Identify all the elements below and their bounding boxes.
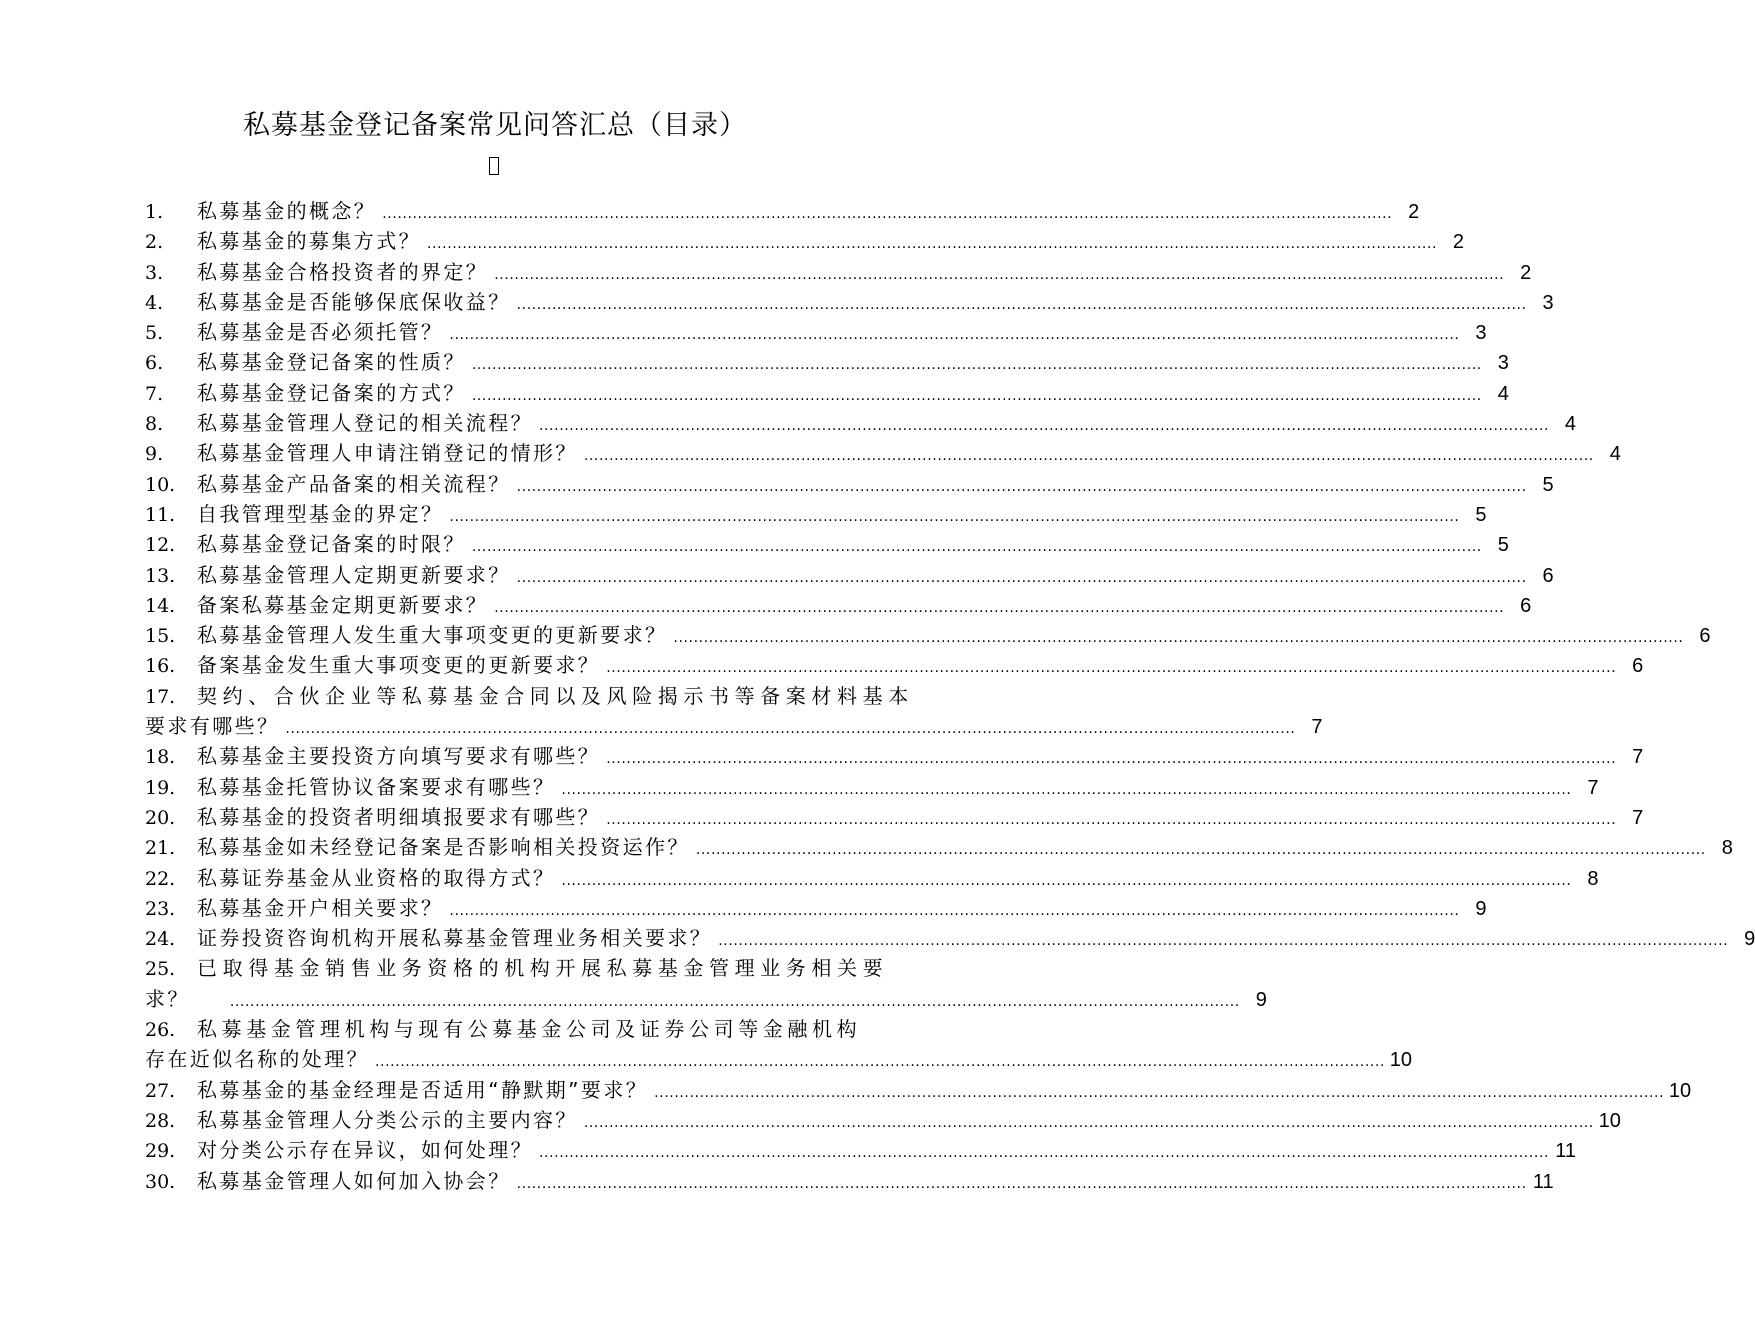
- toc-entry-number: 21.: [145, 837, 176, 860]
- toc-entry-number: 3.: [145, 261, 164, 284]
- toc-entry-number: 14.: [145, 594, 176, 617]
- dot-leader: ........................................................................................................................................................................................................: [449, 902, 1460, 919]
- toc-entry[interactable]: [145, 529, 1509, 559]
- toc-entry-title-line1: 已取得基金销售业务资格的机构开展私募基金管理业务相关要: [197, 956, 889, 981]
- toc-entry[interactable]: [145, 1075, 1692, 1105]
- toc-entry-title: 私募基金管理人发生重大事项变更的更新要求？: [197, 623, 668, 648]
- toc-entry[interactable]: [145, 408, 1577, 438]
- toc-entry-title: 私募基金管理人登记的相关流程？: [197, 411, 533, 436]
- toc-entry[interactable]: [145, 378, 1509, 408]
- toc-entry-number: 26.: [145, 1019, 176, 1042]
- dot-leader: ........................................................................................................................................................................................................: [516, 478, 1527, 495]
- toc-entry-title: 私募基金的概念？: [197, 199, 377, 223]
- dot-leader: ........................................................................................................................................................................................................: [561, 781, 1572, 798]
- dot-leader: ........................................................................................................................................................................................................: [695, 842, 1706, 859]
- toc-entry-title: 私募基金的募集方式？: [197, 229, 421, 254]
- toc-entry-title-line2: 要求有哪些？: [145, 714, 280, 739]
- toc-entry-number: 5.: [145, 322, 164, 345]
- toc-entry[interactable]: [145, 590, 1532, 620]
- toc-entry-number: 24.: [145, 928, 176, 951]
- toc-entry-page: 4: [1609, 443, 1621, 466]
- toc-entry-page: 3: [1497, 352, 1509, 375]
- toc-entry-number: 13.: [145, 564, 176, 587]
- toc-entry-page: 11: [1532, 1170, 1554, 1193]
- toc-entry-page: 8: [1721, 837, 1733, 860]
- toc-entry-number: 16.: [145, 655, 176, 678]
- missing-glyph-box: [489, 157, 499, 175]
- toc-entry-title: 私募基金管理人如何加入协会？: [197, 1168, 511, 1193]
- toc-entry-title: 备案私募基金定期更新要求？: [197, 592, 489, 617]
- toc-entry-page: 7: [1587, 776, 1599, 799]
- toc-entry-number: 9.: [145, 443, 164, 466]
- toc-entry-number: 29.: [145, 1140, 176, 1163]
- toc-entry-page: 9: [1475, 897, 1487, 920]
- toc-entry-page: 7: [1632, 806, 1644, 829]
- toc-entry[interactable]: [145, 650, 1644, 680]
- toc-entry-title: 私募基金是否能够保底保收益？: [197, 289, 511, 314]
- dot-leader: ........................................................................................................................................................................................................: [229, 993, 1240, 1010]
- toc-entry-title-line2: 存在近似名称的处理？: [145, 1047, 369, 1072]
- toc-entry-title: 对分类公示存在异议，如何处理？: [197, 1138, 533, 1163]
- toc-entry-title: 私募基金开户相关要求？: [197, 895, 444, 920]
- toc-entry-number: 8.: [145, 413, 164, 436]
- toc-entry-title: 私募证券基金从业资格的取得方式？: [197, 865, 556, 890]
- dot-leader: ........................................................................................................................................................................................................: [583, 448, 1594, 465]
- toc-entry-title: 私募基金管理人分类公示的主要内容？: [197, 1107, 578, 1132]
- toc-entry-number: 4.: [145, 291, 164, 314]
- dot-leader: ........................................................................................................................................................................................................: [654, 1084, 1665, 1101]
- toc-entry-title: 私募基金如未经登记备案是否影响相关投资运作？: [197, 835, 690, 860]
- toc-entry-page: 4: [1497, 382, 1509, 405]
- dot-leader: ........................................................................................................................................................................................................: [539, 418, 1550, 435]
- dot-leader: ........................................................................................................................................................................................................: [516, 296, 1527, 313]
- toc-entry-title: 私募基金登记备案的方式？: [197, 380, 466, 405]
- toc-entry-page: 11: [1555, 1140, 1577, 1163]
- toc-entry-number: 12.: [145, 534, 176, 557]
- toc-entry[interactable]: [145, 347, 1509, 377]
- toc-entry-page: 6: [1632, 655, 1644, 678]
- toc-entry-title: 私募基金管理人申请注销登记的情形？: [197, 441, 578, 466]
- toc-entry[interactable]: [145, 893, 1487, 923]
- toc-entry-title: 私募基金产品备案的相关流程？: [197, 471, 511, 496]
- toc-entry-page: 10: [1389, 1049, 1413, 1072]
- toc-entry-number: 11.: [145, 503, 176, 526]
- toc-entry[interactable]: [145, 923, 1755, 953]
- toc-entry-page: 5: [1497, 534, 1509, 557]
- dot-leader: ........................................................................................................................................................................................................: [471, 357, 1482, 374]
- toc-entry-page: 9: [1744, 928, 1755, 951]
- toc-entry[interactable]: [145, 196, 1420, 226]
- toc-entry[interactable]: [145, 560, 1554, 590]
- toc-entry[interactable]: [145, 863, 1599, 893]
- toc-entry[interactable]: [145, 772, 1599, 802]
- toc-entry-title: 私募基金托管协议备案要求有哪些？: [197, 774, 556, 799]
- page-title: 私募基金登记备案常见问答汇总（目录）: [243, 110, 747, 141]
- toc-entry[interactable]: [145, 1135, 1577, 1165]
- toc-entry-page: 7: [1632, 746, 1644, 769]
- toc-entry-title: 备案基金发生重大事项变更的更新要求？: [197, 653, 601, 678]
- toc-entry[interactable]: [145, 953, 1267, 1014]
- toc-entry-page: 3: [1542, 291, 1554, 314]
- toc-entry-page: 7: [1311, 716, 1323, 739]
- toc-entry-title: 私募基金主要投资方向填写要求有哪些？: [197, 744, 601, 769]
- dot-leader: ........................................................................................................................................................................................................: [494, 266, 1505, 283]
- toc-entry[interactable]: [145, 438, 1621, 468]
- dot-leader: ........................................................................................................................................................................................................: [471, 539, 1482, 556]
- toc-entry[interactable]: [145, 257, 1532, 287]
- toc-entry[interactable]: [145, 226, 1465, 256]
- dot-leader: ........................................................................................................................................................................................................: [516, 569, 1527, 586]
- toc-entry-page: 5: [1542, 473, 1554, 496]
- toc-entry-page: 2: [1520, 261, 1532, 284]
- toc-entry-title: 私募基金是否必须托管？: [197, 320, 444, 345]
- toc-entry-number: 2.: [145, 231, 164, 254]
- toc-entry-title: 私募基金的基金经理是否适用“静默期”要求？: [197, 1077, 649, 1102]
- dot-leader: ........................................................................................................................................................................................................: [516, 1175, 1527, 1192]
- toc-entry-page: 6: [1520, 594, 1532, 617]
- toc-entry-page: 10: [1598, 1109, 1621, 1132]
- toc-entry-number: 1.: [145, 201, 164, 223]
- toc-entry-number: 23.: [145, 897, 176, 920]
- dot-leader: ........................................................................................................................................................................................................: [375, 1054, 1386, 1071]
- dot-leader: ........................................................................................................................................................................................................: [561, 872, 1572, 889]
- toc-entry-title: 私募基金管理人定期更新要求？: [197, 562, 511, 587]
- toc-entry[interactable]: [145, 287, 1554, 317]
- toc-entry-number: 7.: [145, 382, 164, 405]
- toc-entry-title: 自我管理型基金的界定？: [197, 501, 444, 526]
- toc-entry-title: 私募基金合格投资者的界定？: [197, 259, 489, 284]
- toc-entry-page: 9: [1255, 988, 1267, 1011]
- toc-entry-page: 6: [1542, 564, 1554, 587]
- toc-entry-number: 27.: [145, 1079, 176, 1102]
- toc-entry-number: 20.: [145, 806, 176, 829]
- toc-entry-page: 6: [1699, 625, 1711, 648]
- dot-leader: ........................................................................................................................................................................................................: [285, 721, 1296, 738]
- toc-entry-number: 22.: [145, 867, 176, 890]
- toc-entry-page: 10: [1668, 1079, 1692, 1102]
- dot-leader: ........................................................................................................................................................................................................: [606, 811, 1617, 828]
- dot-leader: ........................................................................................................................................................................................................: [449, 508, 1460, 525]
- dot-leader: ........................................................................................................................................................................................................: [583, 1114, 1594, 1131]
- dot-leader: ........................................................................................................................................................................................................: [427, 236, 1438, 253]
- toc-entry-page: 3: [1475, 322, 1487, 345]
- dot-leader: ........................................................................................................................................................................................................: [449, 327, 1460, 344]
- toc-entry-number: 25.: [145, 958, 176, 981]
- toc-entry-page: 2: [1408, 201, 1420, 223]
- toc-entry[interactable]: [145, 499, 1487, 529]
- dot-leader: ........................................................................................................................................................................................................: [539, 1145, 1550, 1162]
- toc-entry-number: 17.: [145, 685, 176, 708]
- toc-entry-title: 私募基金的投资者明细填报要求有哪些？: [197, 804, 601, 829]
- dot-leader: ........................................................................................................................................................................................................: [494, 599, 1505, 616]
- toc-entry-number: 6.: [145, 352, 164, 375]
- toc-entry-page: 4: [1564, 413, 1577, 436]
- toc-entry[interactable]: [145, 802, 1644, 832]
- toc-entry-number: 10.: [145, 473, 176, 496]
- toc-entry[interactable]: [145, 741, 1644, 771]
- toc-entry-page: 5: [1475, 503, 1487, 526]
- toc-entry[interactable]: [145, 1014, 1413, 1075]
- dot-leader: ........................................................................................................................................................................................................: [673, 630, 1684, 647]
- toc-entry-number: 18.: [145, 746, 176, 769]
- toc-entry-title-line1: 私募基金管理机构与现有公募基金公司及证券公司等金融机构: [197, 1017, 862, 1042]
- toc-entry-title: 私募基金登记备案的时限？: [197, 532, 466, 557]
- toc-entry[interactable]: [145, 832, 1733, 862]
- table-of-contents: [145, 196, 1755, 1196]
- toc-entry-number: 19.: [145, 776, 176, 799]
- dot-leader: ........................................................................................................................................................................................................: [606, 660, 1617, 677]
- toc-entry[interactable]: [145, 620, 1711, 650]
- dot-leader: ........................................................................................................................................................................................................: [471, 387, 1482, 404]
- toc-entry[interactable]: [145, 1166, 1554, 1196]
- dot-leader: ........................................................................................................................................................................................................: [382, 206, 1393, 222]
- toc-entry-title: 私募基金登记备案的性质？: [197, 350, 466, 375]
- dot-leader: ........................................................................................................................................................................................................: [606, 751, 1617, 768]
- toc-entry-title-line1: 契约、合伙企业等私募基金合同以及风险揭示书等备案材料基本: [197, 683, 914, 708]
- dot-leader: ........................................................................................................................................................................................................: [718, 933, 1729, 950]
- toc-entry-page: 8: [1587, 867, 1599, 890]
- toc-entry[interactable]: [145, 1105, 1621, 1135]
- toc-entry[interactable]: [145, 681, 1323, 742]
- toc-entry-title-line2: 求？: [145, 986, 190, 1011]
- toc-entry-number: 30.: [145, 1170, 176, 1193]
- toc-entry-number: 15.: [145, 625, 176, 648]
- toc-entry[interactable]: [145, 469, 1554, 499]
- toc-entry-page: 2: [1452, 231, 1465, 254]
- toc-entry-title: 证券投资咨询机构开展私募基金管理业务相关要求？: [197, 926, 713, 951]
- toc-entry[interactable]: [145, 317, 1487, 347]
- toc-entry-number: 28.: [145, 1109, 176, 1132]
